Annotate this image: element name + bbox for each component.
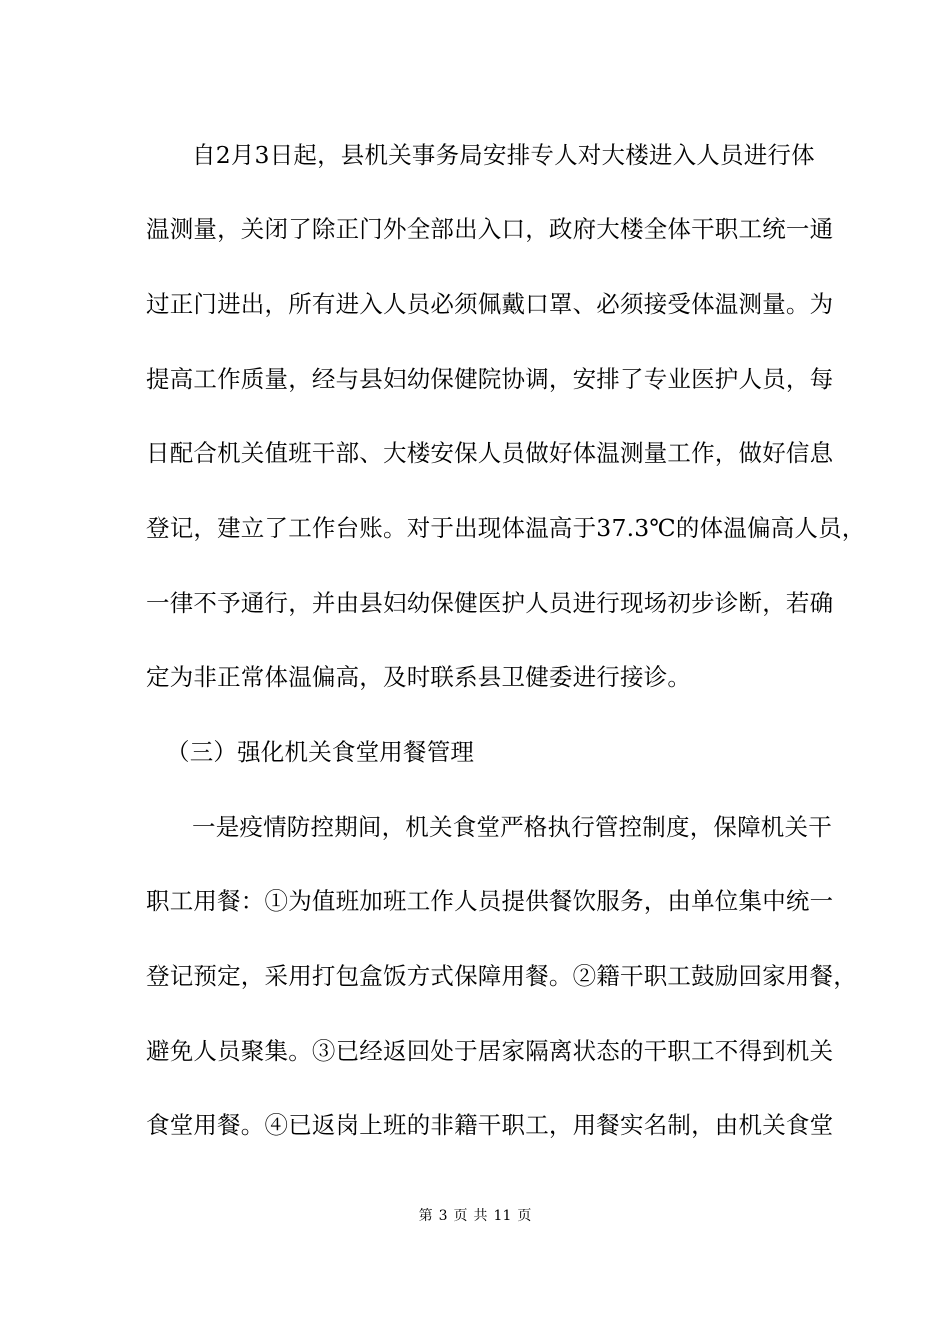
paragraph-3-line-2: 职工用餐：①为值班加班工作人员提供餐饮服务，由单位集中统一 — [146, 887, 834, 915]
paragraph-1-line-3: 过正门进出，所有进入人员必须佩戴口罩、必须接受体温测量。为 — [146, 290, 834, 318]
paragraph-1-line-4: 提高工作质量，经与县妇幼保健院协调，安排了专业医护人员，每 — [146, 365, 834, 393]
paragraph-1-line-6: 登记，建立了工作台账。对于出现体温高于37.3℃的体温偏高人员， — [146, 514, 866, 542]
section-heading: （三）强化机关食堂用餐管理 — [166, 738, 475, 766]
paragraph-3-line-3: 登记预定，采用打包盒饭方式保障用餐。②籍干职工鼓励回家用餐， — [146, 962, 857, 990]
footer-label-page: 第 — [418, 1208, 433, 1224]
footer-label-total: 共 — [473, 1208, 488, 1224]
paragraph-3-line-5: 食堂用餐。④已返岗上班的非籍干职工，用餐实名制，由机关食堂 — [146, 1111, 834, 1139]
paragraph-1-line-8: 定为非正常体温偏高，及时联系县卫健委进行接诊。 — [146, 663, 692, 691]
footer-current-page: 3 — [438, 1208, 448, 1224]
paragraph-3-line-1: 一是疫情防控期间，机关食堂严格执行管控制度，保障机关干 — [192, 813, 832, 841]
paragraph-1-line-1: 自2月3日起，县机关事务局安排专人对大楼进入人员进行体 — [192, 141, 815, 169]
footer-label-unit: 页 — [453, 1208, 468, 1224]
page-footer — [0, 1206, 950, 1226]
footer-total-pages: 11 — [493, 1208, 512, 1224]
paragraph-1-line-5: 日配合机关值班干部、大楼安保人员做好体温测量工作，做好信息 — [146, 439, 834, 467]
paragraph-1-line-2: 温测量，关闭了除正门外全部出入口，政府大楼全体干职工统一通 — [146, 215, 834, 243]
paragraph-3-line-4: 避免人员聚集。③已经返回处于居家隔离状态的干职工不得到机关 — [146, 1037, 834, 1065]
footer-label-unit-end: 页 — [517, 1208, 532, 1224]
paragraph-1-line-7: 一律不予通行，并由县妇幼保健医护人员进行现场初步诊断，若确 — [146, 589, 834, 617]
